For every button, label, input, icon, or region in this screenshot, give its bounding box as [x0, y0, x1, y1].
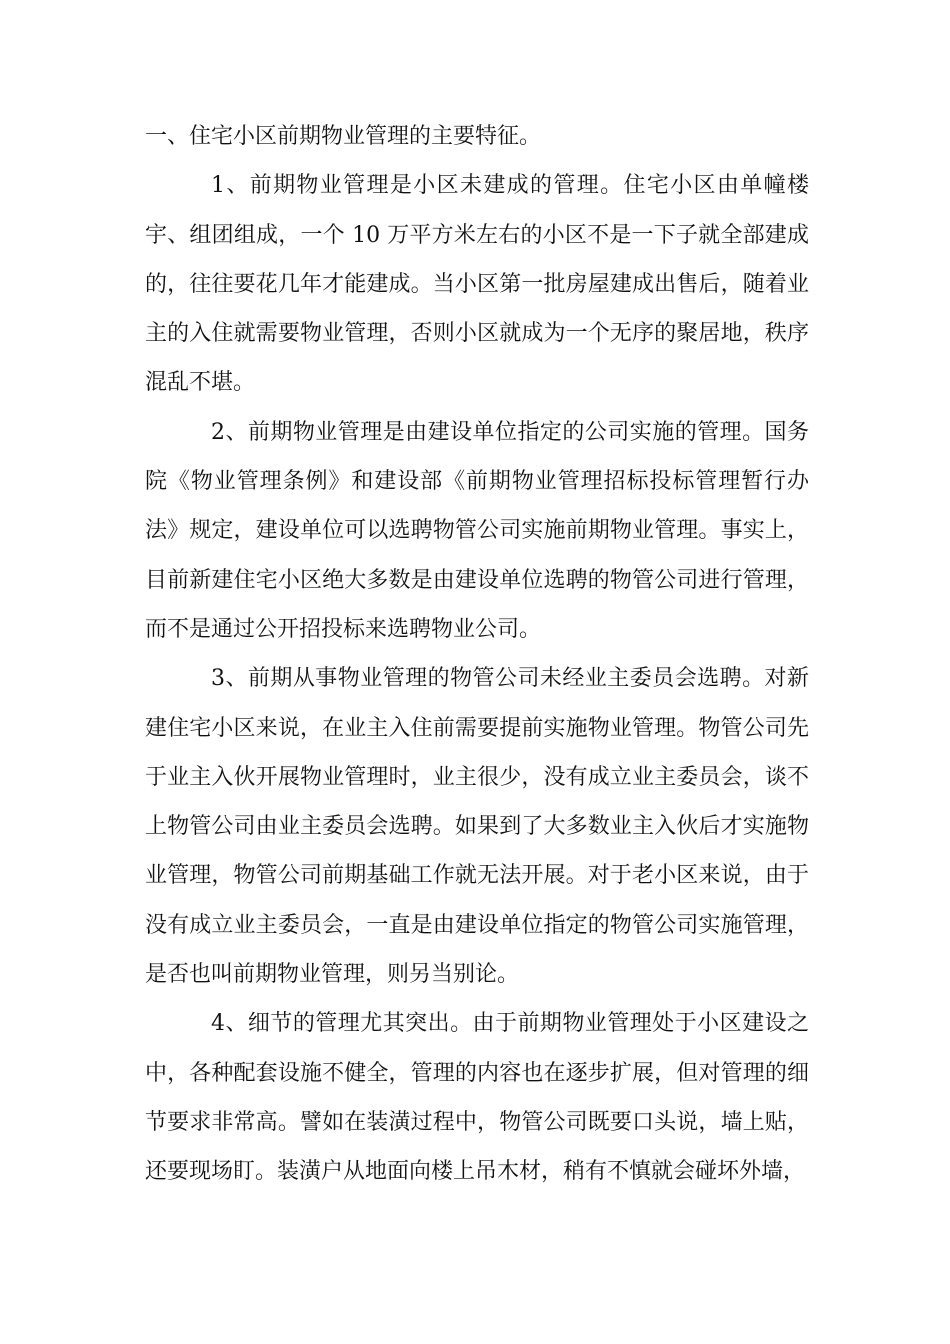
paragraph-1: 1、前期物业管理是小区未建成的管理。住宅小区由单幢楼宇、组团组成，一个 10 万平方米左右的小区不是一下子就全部建成的，往往要花几年才能建成。当小区第一批房屋建成出售后，随着业主的入住就需要物业管理，否则小区就成为一个无序的聚居地，秩序混乱不堪。 — [145, 173, 809, 396]
paragraph-2: 2、前期物业管理是由建设单位指定的公司实施的管理。国务院《物业管理条例》和建设部《前期物业管理招标投标管理暂行办法》规定，建设单位可以选聘物管公司实施前期物业管理。事实上，目前新建住宅小区绝大多数是由建设单位选聘的物管公司进行管理，而不是通过公开招投标来选聘物业公司。 — [145, 419, 809, 642]
paragraph-3: 3、前期从事物业管理的物管公司未经业主委员会选聘。对新建住宅小区来说，在业主入住前需要提前实施物业管理。物管公司先于业主入伙开展物业管理时，业主很少，没有成立业主委员会，谈不上物管公司由业主委员会选聘。如果到了大多数业主入伙后才实施物业管理，物管公司前期基础工作就无法开展。对于老小区来说，由于没有成立业主委员会，一直是由建设单位指定的物管公司实施管理，是否也叫前期物业管理，则另当别论。 — [145, 666, 809, 988]
paragraph-4: 4、细节的管理尤其突出。由于前期物业管理处于小区建设之中，各种配套设施不健全，管理的内容也在逐步扩展，但对管理的细节要求非常高。譬如在装潢过程中，物管公司既要口头说，墙上贴，还要现场盯。装潢户从地面向楼上吊木材，稍有不慎就会碰坏外墙， — [145, 1011, 809, 1185]
document-body — [145, 112, 809, 1197]
section-heading: 一、住宅小区前期物业管理的主要特征。 — [145, 124, 542, 149]
